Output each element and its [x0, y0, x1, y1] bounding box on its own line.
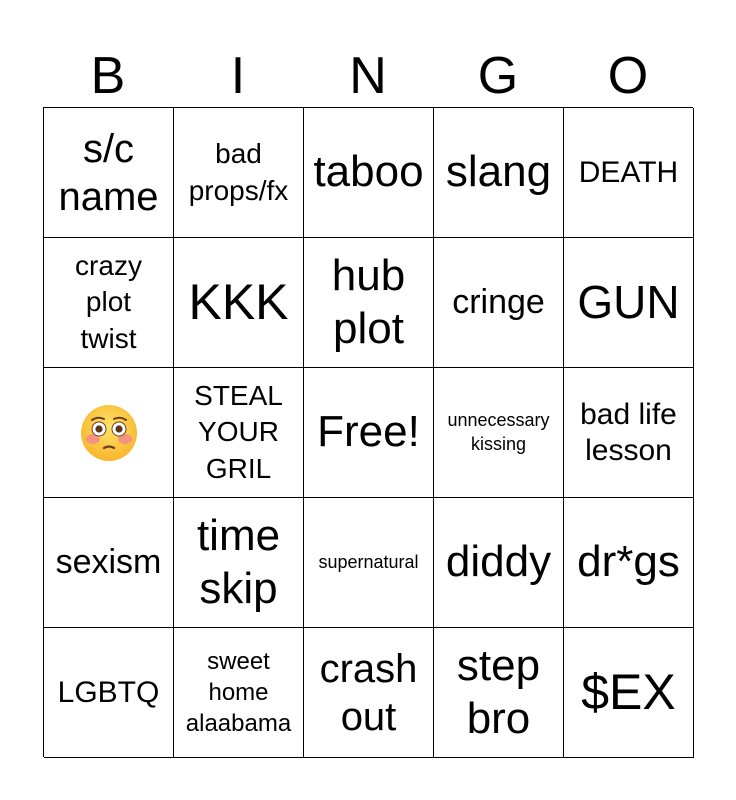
cell-text: slang: [445, 147, 552, 197]
bingo-cell-r4-c2[interactable]: [304, 628, 434, 758]
bingo-cell-r1-c3[interactable]: [434, 238, 564, 368]
cell-text: step bro: [456, 640, 541, 743]
cell-text: crash out: [319, 646, 418, 739]
cell-text: time skip: [196, 510, 281, 613]
bingo-cell-r4-c1[interactable]: [174, 628, 304, 758]
bingo-cell-r1-c2[interactable]: [304, 238, 434, 368]
cell-text: supernatural: [318, 551, 419, 572]
bingo-cell-r4-c0[interactable]: [44, 628, 174, 758]
bingo-cell-r2-c1[interactable]: [174, 368, 304, 498]
bingo-cell-r0-c3[interactable]: [434, 108, 564, 238]
bingo-cell-r0-c4[interactable]: [564, 108, 694, 238]
header-letter-n: N: [349, 47, 387, 105]
bingo-cell-r0-c2[interactable]: [304, 108, 434, 238]
bingo-cell-r4-c4[interactable]: [564, 628, 694, 758]
cell-text: STEAL YOUR GRIL: [194, 379, 283, 484]
cell-text: GUN: [577, 276, 680, 329]
bingo-cell-r2-c2[interactable]: [304, 368, 434, 498]
bingo-cell-r3-c1[interactable]: [174, 498, 304, 628]
header-letter-i: I: [230, 47, 246, 105]
bingo-cell-r3-c0[interactable]: [44, 498, 174, 628]
cell-text: bad life lesson: [580, 397, 677, 467]
bingo-header: [43, 44, 693, 108]
bingo-cell-r3-c2[interactable]: [304, 498, 434, 628]
bingo-cell-r2-c3[interactable]: [434, 368, 564, 498]
bingo-cell-r4-c3[interactable]: [434, 628, 564, 758]
bingo-board: [43, 107, 693, 757]
free-space-text: Free!: [317, 407, 420, 457]
cell-text: $EX: [581, 663, 676, 720]
bingo-cell-r3-c3[interactable]: [434, 498, 564, 628]
cell-text: diddy: [445, 537, 552, 587]
cell-text: crazy plot twist: [75, 249, 142, 354]
cell-text: cringe: [452, 283, 545, 322]
header-letter-b: B: [90, 47, 126, 105]
cell-text: LGBTQ: [57, 675, 160, 709]
cell-text: bad props/fx: [188, 138, 289, 206]
cell-text: hub plot: [331, 250, 406, 353]
bingo-cell-r2-c4[interactable]: [564, 368, 694, 498]
bingo-cell-r0-c1[interactable]: [174, 108, 304, 238]
cell-text: sexism: [55, 543, 162, 582]
cell-text: sweet home alaabama: [185, 647, 292, 738]
bingo-cell-r1-c4[interactable]: [564, 238, 694, 368]
cell-text: unnecessary kissing: [447, 410, 550, 454]
cell-text: KKK: [188, 273, 289, 330]
bingo-cell-r3-c4[interactable]: [564, 498, 694, 628]
bingo-cell-r1-c0[interactable]: [44, 238, 174, 368]
flushed-face-icon: [79, 403, 139, 463]
header-letter-o: O: [607, 47, 649, 105]
cell-text: taboo: [313, 147, 424, 197]
header-letter-g: G: [477, 47, 519, 105]
bingo-cell-r1-c1[interactable]: [174, 238, 304, 368]
bingo-cell-r2-c0[interactable]: [44, 368, 174, 498]
bingo-cell-r0-c0[interactable]: [44, 108, 174, 238]
cell-text: DEATH: [578, 155, 679, 189]
cell-text: dr*gs: [577, 537, 680, 587]
cell-text: s/c name: [58, 126, 159, 219]
